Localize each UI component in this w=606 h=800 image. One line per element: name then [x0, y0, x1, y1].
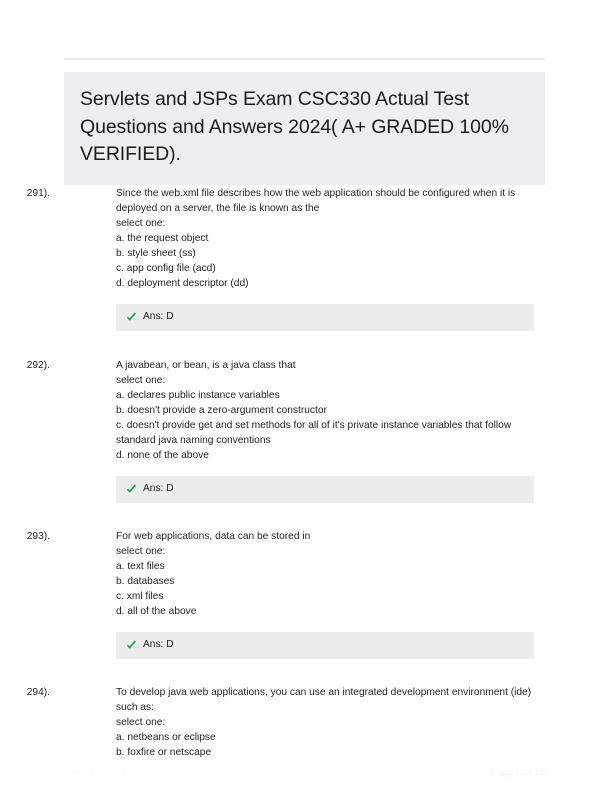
question-number: 294).	[26, 687, 50, 698]
question-item	[0, 186, 606, 331]
question-body	[116, 529, 550, 619]
answer-bar	[116, 304, 534, 331]
question-option[interactable]: b. databases	[116, 576, 175, 587]
answer-bar	[116, 476, 534, 503]
question-option[interactable]: d. none of the above	[116, 450, 209, 461]
question-option[interactable]: b. foxfire or netscape	[116, 747, 212, 758]
question-number: 293).	[26, 531, 50, 542]
question-body	[116, 186, 550, 291]
question-option[interactable]: c. doesn't provide get and set methods for all of it's private instance variables that follow standard java naming conventions	[116, 420, 512, 446]
watermark-text: PaperStic.com	[64, 767, 126, 778]
question-option[interactable]: c. xml files	[116, 591, 164, 602]
page-number-label: Page 1 of 18	[491, 767, 545, 778]
select-one-label: select one:	[116, 717, 166, 728]
question-item	[0, 358, 606, 503]
question-item	[0, 529, 606, 659]
select-one-label: select one:	[116, 218, 166, 229]
checkmark-icon	[126, 640, 137, 651]
question-body	[116, 685, 550, 760]
question-stem: For web applications, data can be stored in	[116, 531, 311, 542]
question-option[interactable]: a. text files	[116, 561, 165, 572]
question-number: 292).	[26, 360, 50, 371]
checkmark-icon	[126, 312, 137, 323]
question-option[interactable]: d. all of the above	[116, 606, 197, 617]
page-title: Servlets and JSPs Exam CSC330 Actual Test Questions and Answers 2024( A+ GRADED 100% VERIFIED).	[80, 88, 509, 166]
question-item	[0, 685, 606, 760]
question-list	[0, 186, 606, 760]
question-option[interactable]: b. doesn't provide a zero-argument constructor	[116, 405, 327, 416]
page-footer	[64, 766, 545, 786]
answer-text: Ans: D	[143, 311, 174, 322]
question-stem: To develop java web applications, you can use an integrated development environment (ide) such as:	[116, 687, 532, 713]
answer-bar	[116, 632, 534, 659]
checkmark-icon	[126, 484, 137, 495]
answer-text: Ans: D	[143, 483, 174, 494]
question-option[interactable]: a. declares public instance variables	[116, 390, 280, 401]
question-option[interactable]: b. style sheet (ss)	[116, 248, 196, 259]
question-option[interactable]: d. deployment descriptor (dd)	[116, 278, 249, 289]
document-title-band	[64, 72, 545, 185]
question-option[interactable]: a. netbeans or eclipse	[116, 732, 216, 743]
question-stem: Since the web.xml file describes how the web application should be configured when it is deployed on a server, the file is known as the	[116, 188, 516, 214]
select-one-label: select one:	[116, 546, 166, 557]
question-body	[116, 358, 550, 463]
question-option[interactable]: a. the request object	[116, 233, 209, 244]
question-number: 291).	[26, 188, 50, 199]
header-divider	[64, 58, 545, 60]
question-option[interactable]: c. app config file (acd)	[116, 263, 216, 274]
question-stem: A javabean, or bean, is a java class that	[116, 360, 296, 371]
select-one-label: select one:	[116, 375, 166, 386]
answer-text: Ans: D	[143, 639, 174, 650]
